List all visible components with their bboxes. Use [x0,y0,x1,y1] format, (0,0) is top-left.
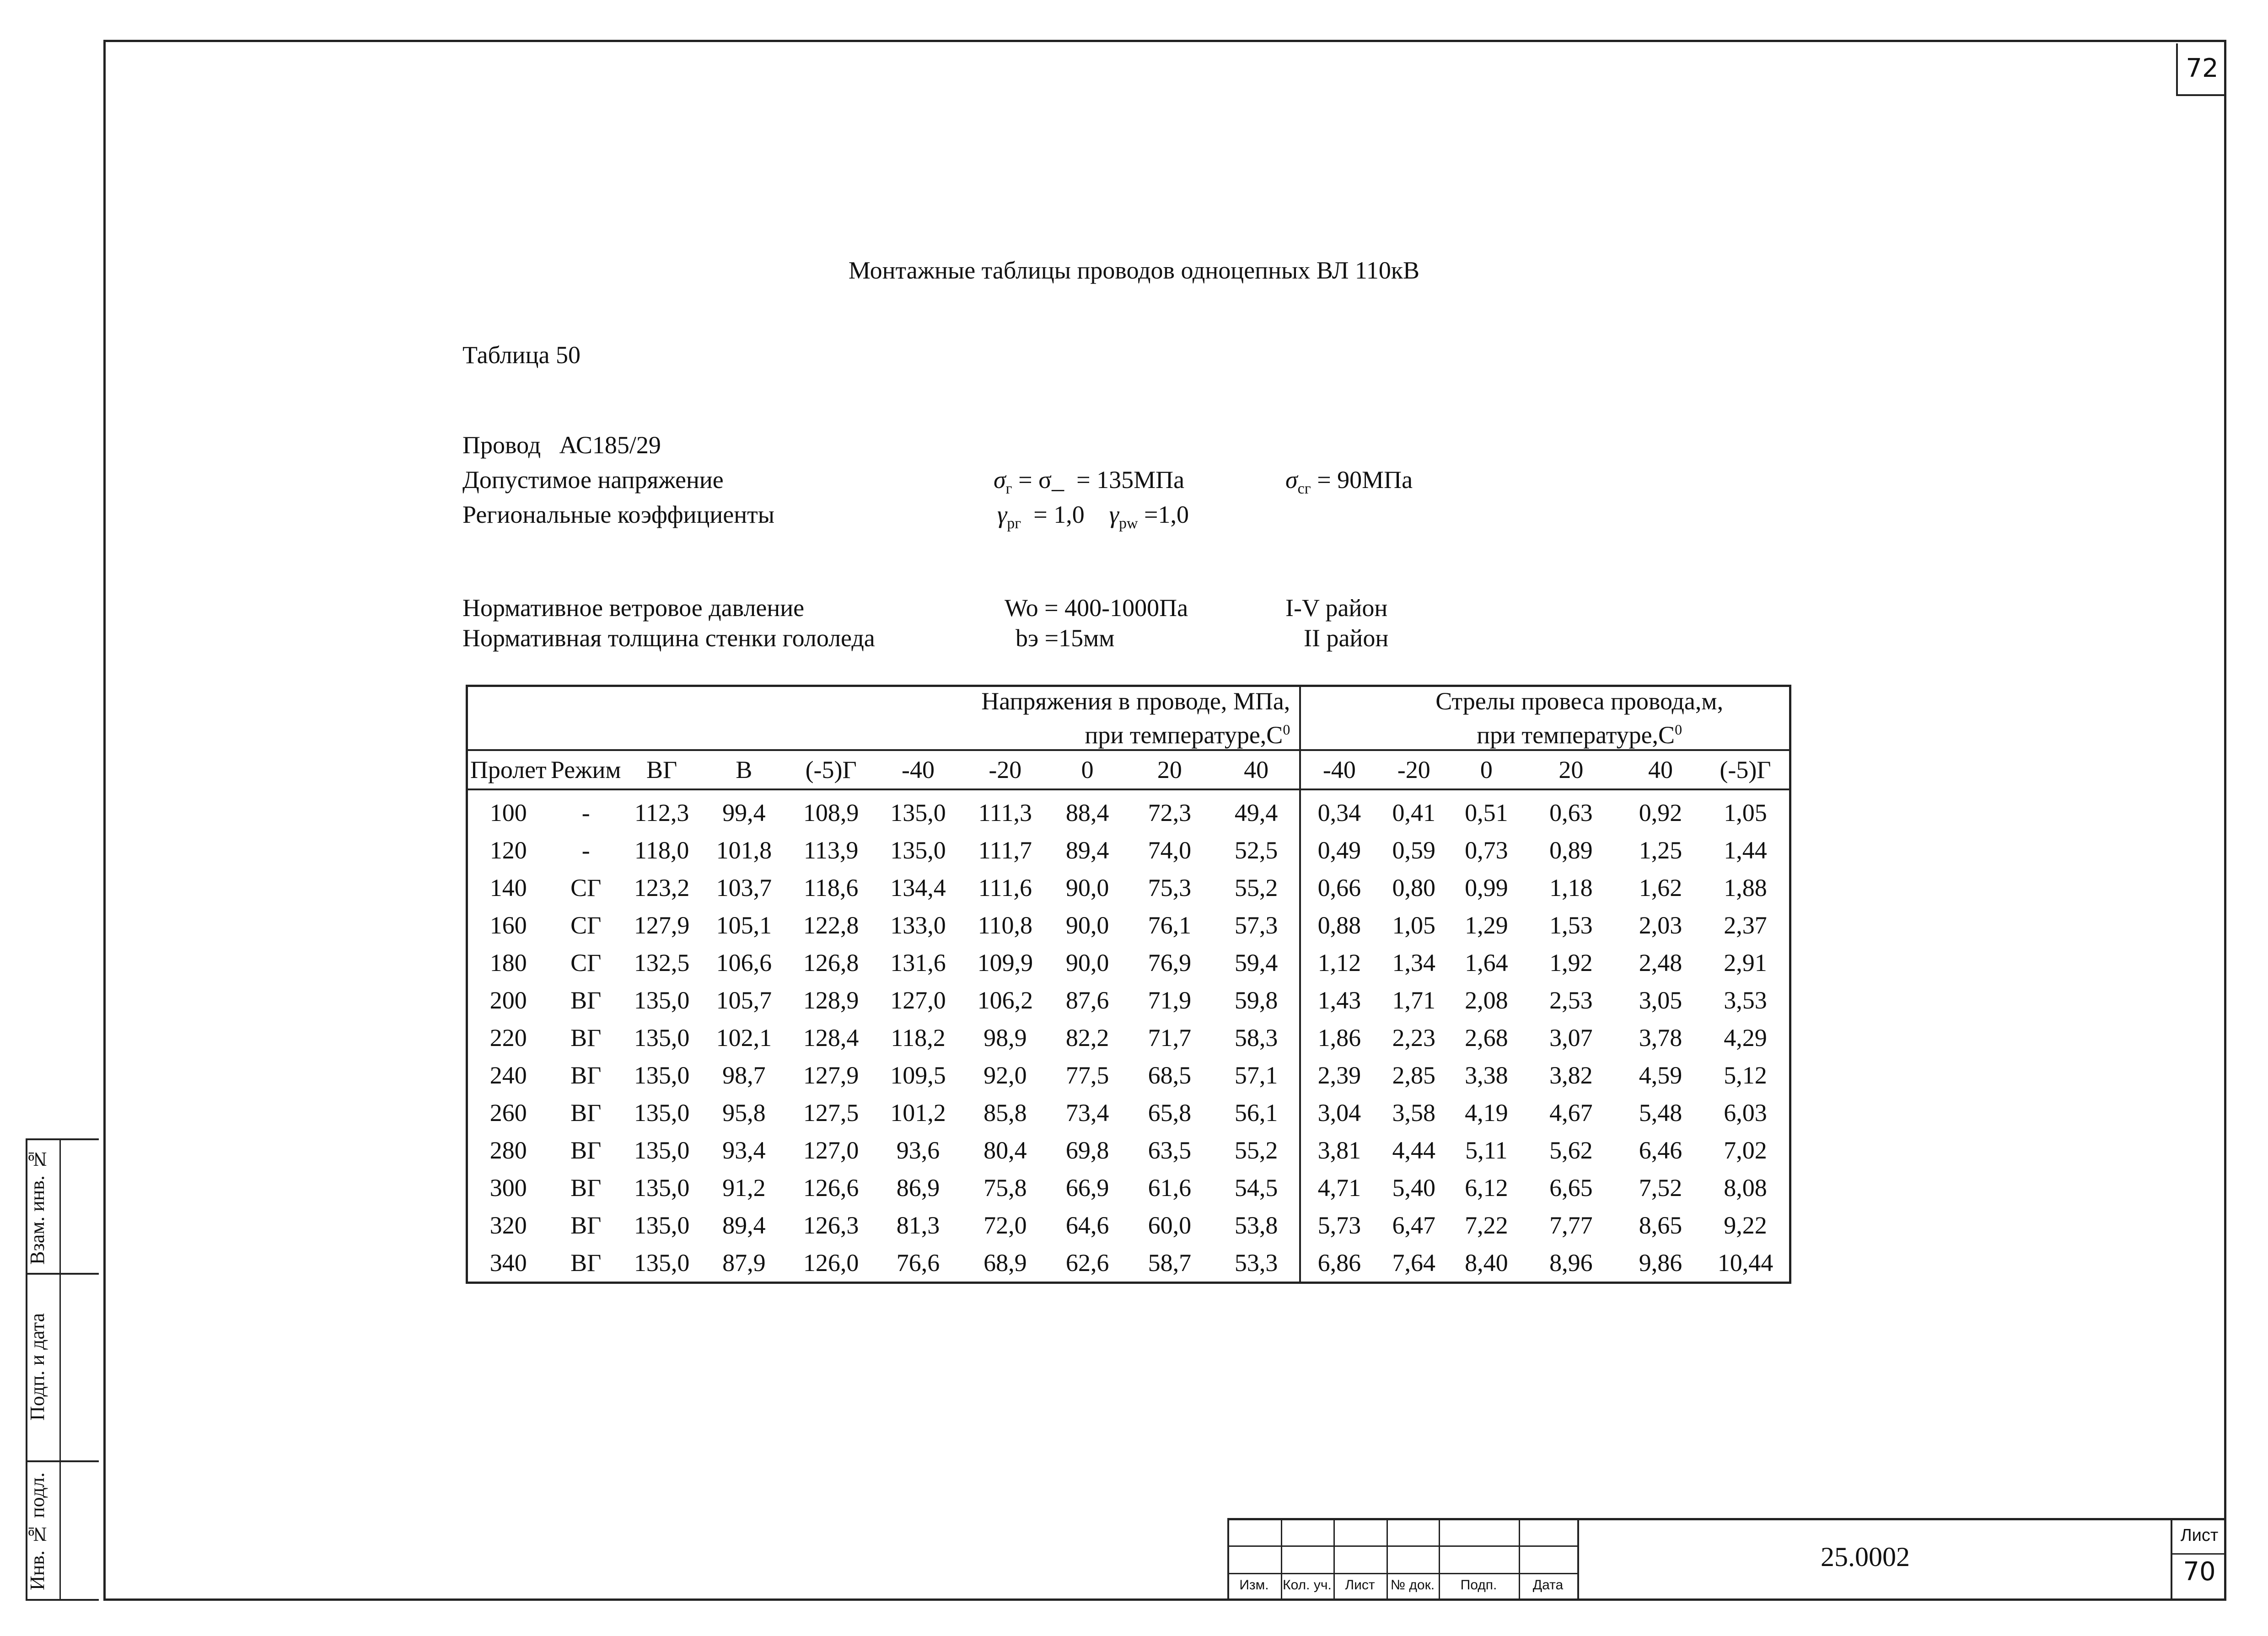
table-cell: 1,25 [1639,837,1682,864]
stamp-label-kol: Кол. уч. [1283,1577,1332,1593]
table-cell: 58,3 [1213,1019,1300,1057]
table-cell: 4,71 [1317,1174,1361,1202]
table-row [467,1132,1790,1169]
table-cell: 56,1 [1213,1094,1300,1132]
stamp-label-date: Дата [1532,1577,1564,1593]
table-cell: 77,5 [1065,1062,1109,1089]
table-cell: 111,7 [978,837,1032,864]
table-cell: 111,6 [978,874,1032,901]
table-cell: 100 [489,799,527,826]
table-cell: 103,7 [716,874,772,901]
table-cell: 80,4 [984,1137,1027,1164]
table-cell: 3,53 [1724,987,1767,1014]
column-header: Пролет [467,750,549,789]
table-cell: 106,6 [716,949,772,976]
sigma-cr-sub: сг [1297,480,1311,497]
table-cell: 72,3 [1148,799,1192,826]
stamp-hline [1227,1545,1577,1547]
column-header: -20 [962,750,1048,789]
table-cell: 76,1 [1148,912,1192,939]
table-cell: 3,82 [1549,1062,1593,1089]
table-cell: 3,38 [1465,1062,1508,1089]
wind-label: Нормативное ветровое давление [462,594,805,622]
table-row [467,1057,1790,1094]
table-cell: 62,6 [1065,1249,1109,1277]
table-cell: 3,04 [1317,1099,1361,1126]
table-cell: 126,3 [803,1212,859,1239]
table-cell: 101,2 [890,1099,946,1126]
side-label-replace: Взам. инв. № [26,1148,48,1265]
column-header: Режим [549,750,623,789]
sag-group-header [1300,686,1790,751]
table-cell: 4,59 [1639,1062,1682,1089]
table-cell: 140 [489,874,527,901]
gamma-pg-val: = 1,0 [1021,501,1085,528]
table-cell: 53,3 [1213,1244,1300,1283]
table-cell: 93,6 [896,1137,940,1164]
table-cell: 1,88 [1724,874,1767,901]
table-cell: 68,5 [1148,1062,1192,1089]
table-row [467,944,1790,982]
table-cell: 126,8 [803,949,859,976]
table-cell: 128,4 [803,1024,859,1051]
sag-header-sup: 0 [1675,721,1682,738]
table-cell: 118,2 [891,1024,946,1051]
table-cell: 7,22 [1465,1212,1508,1239]
table-cell: 1,18 [1549,874,1593,901]
table-cell: 200 [489,987,527,1014]
stress-header-line2: при температуре,С [1085,721,1283,749]
column-header: -40 [875,750,962,789]
table-cell: 106,2 [977,987,1033,1014]
table-cell: 2,39 [1317,1062,1361,1089]
table-cell: 1,92 [1549,949,1593,976]
gamma-pw-val: =1,0 [1138,501,1189,528]
table-cell: СГ [570,949,602,976]
stress-group-header [467,686,1301,751]
table-cell: 93,4 [722,1137,766,1164]
table-cell: 98,9 [984,1024,1027,1051]
sag-header-line1: Стрелы провеса провода,м, [1435,687,1724,715]
table-cell: 118,6 [803,874,859,901]
table-cell: 6,65 [1549,1174,1593,1202]
table-cell: 4,44 [1392,1137,1436,1164]
table-cell: 74,0 [1148,837,1192,864]
column-header: 0 [1048,750,1126,789]
sigma-sub: г [1005,480,1012,497]
table-cell: 73,4 [1065,1099,1109,1126]
column-header: ВГ [623,750,700,789]
table-cell: 75,3 [1148,874,1192,901]
table-row [467,907,1790,944]
table-cell: 3,58 [1392,1099,1436,1126]
table-body [467,789,1790,1283]
table-cell: 0,49 [1317,837,1361,864]
table-cell: 8,65 [1639,1212,1682,1239]
table-cell: 49,4 [1213,789,1300,831]
table-cell: 127,0 [803,1137,859,1164]
table-cell: 0,89 [1549,837,1593,864]
table-cell: 1,05 [1724,799,1767,826]
table-cell: 4,29 [1724,1024,1767,1051]
table-cell: 134,4 [890,874,946,901]
table-cell: 160 [489,912,527,939]
table-cell: 98,7 [722,1062,766,1089]
sheet-divider [2172,1553,2226,1555]
table-cell: 1,71 [1392,987,1436,1014]
table-cell: ВГ [570,1249,602,1277]
table-cell: 1,62 [1639,874,1682,901]
table-cell: 4,19 [1465,1099,1508,1126]
table-row [467,982,1790,1019]
table-cell: 87,6 [1065,987,1109,1014]
table-cell: 5,40 [1392,1174,1436,1202]
table-cell: 2,48 [1639,949,1682,976]
table-cell: 5,48 [1639,1099,1682,1126]
table-row [467,1169,1790,1207]
table-cell: 87,9 [722,1249,766,1277]
stress-header-line1: Напряжения в проводе, МПа, [981,687,1290,715]
table-cell: 3,78 [1639,1024,1682,1051]
table-cell: 0,34 [1317,799,1361,826]
top-page-number: 72 [2176,43,2226,96]
table-cell: 2,37 [1724,912,1767,939]
table-cell: 86,9 [896,1174,940,1202]
table-cell: 0,63 [1549,799,1593,826]
table-cell: 1,43 [1317,987,1361,1014]
table-cell: 1,34 [1392,949,1436,976]
table-cell: 90,0 [1065,874,1109,901]
table-cell: 71,9 [1148,987,1192,1014]
side-vline [59,1140,61,1599]
table-cell: 0,66 [1317,874,1361,901]
table-cell: 99,4 [722,799,766,826]
table-cell: 2,91 [1724,949,1767,976]
table-cell: 57,3 [1213,907,1300,944]
table-row [467,831,1790,869]
table-cell: 9,86 [1639,1249,1682,1277]
table-cell: 1,64 [1465,949,1508,976]
table-cell: 135,0 [634,1062,690,1089]
table-cell: 75,8 [984,1174,1027,1202]
table-cell: 53,8 [1213,1207,1300,1244]
table-cell: 135,0 [634,1024,690,1051]
column-header: -40 [1300,750,1377,789]
table-cell: 2,08 [1465,987,1508,1014]
gamma-pg-symbol: γ [997,501,1007,528]
table-cell: 132,5 [634,949,690,976]
table-cell: 127,9 [634,912,690,939]
table-cell: 54,5 [1213,1169,1300,1207]
table-cell: 60,0 [1148,1212,1192,1239]
column-header: (-5)Г [1702,750,1790,789]
table-cell: 110,8 [978,912,1033,939]
side-binding-strip [26,1138,99,1601]
table-cell: 2,85 [1392,1062,1436,1089]
table-cell: 52,5 [1213,831,1300,869]
table-cell: 120 [489,837,527,864]
table-cell: 0,88 [1317,912,1361,939]
table-cell: 90,0 [1065,912,1109,939]
table-cell: 109,5 [890,1062,946,1089]
table-cell: 6,86 [1317,1249,1361,1277]
column-header: В [700,750,787,789]
table-cell: ВГ [570,1212,602,1239]
table-cell: 340 [489,1249,527,1277]
table-cell: 105,1 [716,912,772,939]
sigma-cr-value [1285,466,1413,498]
table-cell: 133,0 [890,912,946,939]
table-cell: 72,0 [984,1212,1027,1239]
table-cell: 112,3 [634,799,689,826]
wind-value: Wo = 400-1000Па [1005,594,1188,622]
table-cell: 61,6 [1148,1174,1192,1202]
stamp-label-doc: № док. [1390,1577,1435,1593]
table-cell: СГ [570,874,602,901]
stress-header-sup: 0 [1283,721,1290,738]
column-header: 40 [1213,750,1300,789]
column-header: 0 [1450,750,1523,789]
table-cell: 71,7 [1148,1024,1192,1051]
table-cell: 280 [489,1137,527,1164]
table-row [467,1244,1790,1283]
allowable-stress-label: Допустимое напряжение [462,466,724,493]
table-cell: 76,6 [896,1249,940,1277]
table-cell: 220 [489,1024,527,1051]
table-cell: 95,8 [722,1099,766,1126]
table-cell: 59,4 [1213,944,1300,982]
table-cell: 108,9 [803,799,859,826]
table-cell: 0,59 [1392,837,1436,864]
table-cell: 5,11 [1465,1137,1508,1164]
table-cell: 135,0 [634,987,690,1014]
table-cell: 109,9 [977,949,1033,976]
regional-label: Региональные коэффициенты [462,501,775,528]
table-cell: 81,3 [896,1212,940,1239]
table-cell: 6,47 [1392,1212,1436,1239]
table-cell: 320 [489,1212,527,1239]
table-cell: 66,9 [1065,1174,1109,1202]
wire-label: Провод [462,431,541,459]
table-cell: 64,6 [1065,1212,1109,1239]
table-cell: ВГ [570,1062,602,1089]
table-cell: 8,96 [1549,1249,1593,1277]
table-cell: 63,5 [1148,1137,1192,1164]
wire-line [462,431,661,459]
table-cell: 6,46 [1639,1137,1682,1164]
column-header: -20 [1377,750,1450,789]
table-cell: 3,81 [1317,1137,1361,1164]
table-cell: 1,05 [1392,912,1436,939]
column-header: 40 [1619,750,1702,789]
table-cell: 6,03 [1724,1099,1767,1126]
table-row [467,1207,1790,1244]
table-cell: 126,0 [803,1249,859,1277]
column-header-row [467,750,1790,789]
table-cell: 126,6 [803,1174,859,1202]
gamma-pw-sub: pw [1118,515,1138,532]
table-row [467,869,1790,907]
installation-table [466,685,1791,1284]
table-row [467,1019,1790,1057]
table-cell: 113,9 [803,837,859,864]
table-cell: 55,2 [1213,869,1300,907]
table-cell: 0,73 [1465,837,1508,864]
table-cell: ВГ [570,1024,602,1051]
table-cell: 118,0 [634,837,689,864]
table-cell: 89,4 [1065,837,1109,864]
side-label-sign: Подп. и дата [26,1313,48,1421]
table-cell: 65,8 [1148,1099,1192,1126]
table-cell: 5,12 [1724,1062,1767,1089]
column-header: 20 [1523,750,1619,789]
table-cell: 9,22 [1724,1212,1767,1239]
table-cell: 7,52 [1639,1174,1682,1202]
gamma-pg-sub: рг [1007,515,1021,532]
table-cell: 1,44 [1724,837,1767,864]
table-cell: ВГ [570,1137,602,1164]
ice-label: Нормативная толщина стенки гололеда [462,624,875,652]
table-cell: 5,62 [1549,1137,1593,1164]
table-cell: 127,0 [890,987,946,1014]
table-cell: СГ [570,912,602,939]
stamp-hline [1227,1573,1577,1574]
sigma-g-value [994,466,1184,498]
table-label: Таблица 50 [462,341,580,369]
table-cell: 1,86 [1317,1024,1361,1051]
table-cell: - [581,837,590,864]
table-cell: 82,2 [1065,1024,1109,1051]
table-cell: 0,51 [1465,799,1508,826]
ice-value: bэ =15мм [1016,624,1115,652]
table-cell: 59,8 [1213,982,1300,1019]
wind-region: I-V район [1285,594,1388,622]
table-cell: 180 [489,949,527,976]
table-cell: 1,53 [1549,912,1593,939]
sigma-symbol: σ [994,466,1006,493]
table-row [467,789,1790,831]
table-cell: 105,7 [716,987,772,1014]
table-cell: 0,41 [1392,799,1436,826]
table-cell: 92,0 [984,1062,1027,1089]
table-cell: 88,4 [1065,799,1109,826]
document-title: Монтажные таблицы проводов одноцепных ВЛ 110кВ [848,257,1420,284]
table-cell: 89,4 [722,1212,766,1239]
table-cell: 55,2 [1213,1132,1300,1169]
table-cell: 131,6 [890,949,946,976]
table-cell: 91,2 [722,1174,766,1202]
table-cell: 69,8 [1065,1137,1109,1164]
table-cell: 240 [489,1062,527,1089]
table-cell: 127,9 [803,1062,859,1089]
sigma-cr-symbol: σ [1285,466,1298,493]
stamp-label-podp: Подп. [1460,1577,1497,1593]
gamma-values [997,500,1189,532]
title-block [1227,1518,2226,1601]
wire-value: АС185/29 [559,431,661,459]
table-cell: 7,77 [1549,1212,1593,1239]
table-cell: 135,0 [634,1212,690,1239]
table-cell: 57,1 [1213,1057,1300,1094]
table-cell: 10,44 [1717,1249,1774,1277]
table-cell: 3,07 [1549,1024,1593,1051]
table-cell: ВГ [570,1099,602,1126]
table-cell: ВГ [570,1174,602,1202]
table-cell: 102,1 [716,1024,772,1051]
table-cell: 4,67 [1549,1099,1593,1126]
table-cell: 6,12 [1465,1174,1508,1202]
ice-region: II район [1304,624,1389,652]
table-cell: 2,53 [1549,987,1593,1014]
table-cell: 2,03 [1639,912,1682,939]
table-cell: 0,80 [1392,874,1436,901]
table-cell: 135,0 [890,837,946,864]
table-cell: 135,0 [634,1249,690,1277]
table-row [467,1094,1790,1132]
stamp-label-list: Лист [1345,1577,1375,1593]
table-cell: 90,0 [1065,949,1109,976]
column-header: 20 [1126,750,1213,789]
table-cell: 127,5 [803,1099,859,1126]
table-cell: 2,23 [1392,1024,1436,1051]
table-cell: 68,9 [984,1249,1027,1277]
table-cell: 122,8 [803,912,859,939]
table-cell: 0,92 [1639,799,1682,826]
table-cell: 300 [489,1174,527,1202]
sigma-eq: = σ_ = 135МПа [1012,466,1185,493]
table-cell: 111,3 [978,799,1032,826]
table-cell: 8,40 [1465,1249,1508,1277]
table-cell: 76,9 [1148,949,1192,976]
table-cell: 7,02 [1724,1137,1767,1164]
table-cell: ВГ [570,987,602,1014]
table-cell: 128,9 [803,987,859,1014]
table-cell: 8,08 [1724,1174,1767,1202]
table-cell: 260 [489,1099,527,1126]
table-cell: 135,0 [634,1099,690,1126]
table-cell: 0,99 [1465,874,1508,901]
gamma-pw-symbol: γ [1109,501,1119,528]
sheet-cell [2171,1518,2226,1601]
table-cell: - [581,799,590,826]
side-label-inv: Инв. № подл. [26,1472,48,1591]
table-cell: 3,05 [1639,987,1682,1014]
sigma-cr-val: = 90МПа [1311,466,1413,493]
table-cell: 85,8 [984,1099,1027,1126]
table-cell: 7,64 [1392,1249,1436,1277]
document-code: 25.0002 [1821,1542,1910,1572]
stamp-label-izm: Изм. [1239,1577,1269,1593]
table-cell: 135,0 [890,799,946,826]
table-cell: 58,7 [1148,1249,1192,1277]
table-cell: 1,12 [1317,949,1361,976]
sag-header-line2: при температуре,С [1477,721,1675,749]
sheet-number: 70 [2183,1557,2216,1587]
table-cell: 5,73 [1317,1212,1361,1239]
table-cell: 135,0 [634,1174,690,1202]
table-cell: 135,0 [634,1137,690,1164]
table-cell: 123,2 [634,874,690,901]
table-cell: 2,68 [1465,1024,1508,1051]
table-cell: 1,29 [1465,912,1508,939]
column-header: (-5)Г [788,750,875,789]
table-cell: 101,8 [716,837,772,864]
sheet-label: Лист [2180,1526,2219,1545]
